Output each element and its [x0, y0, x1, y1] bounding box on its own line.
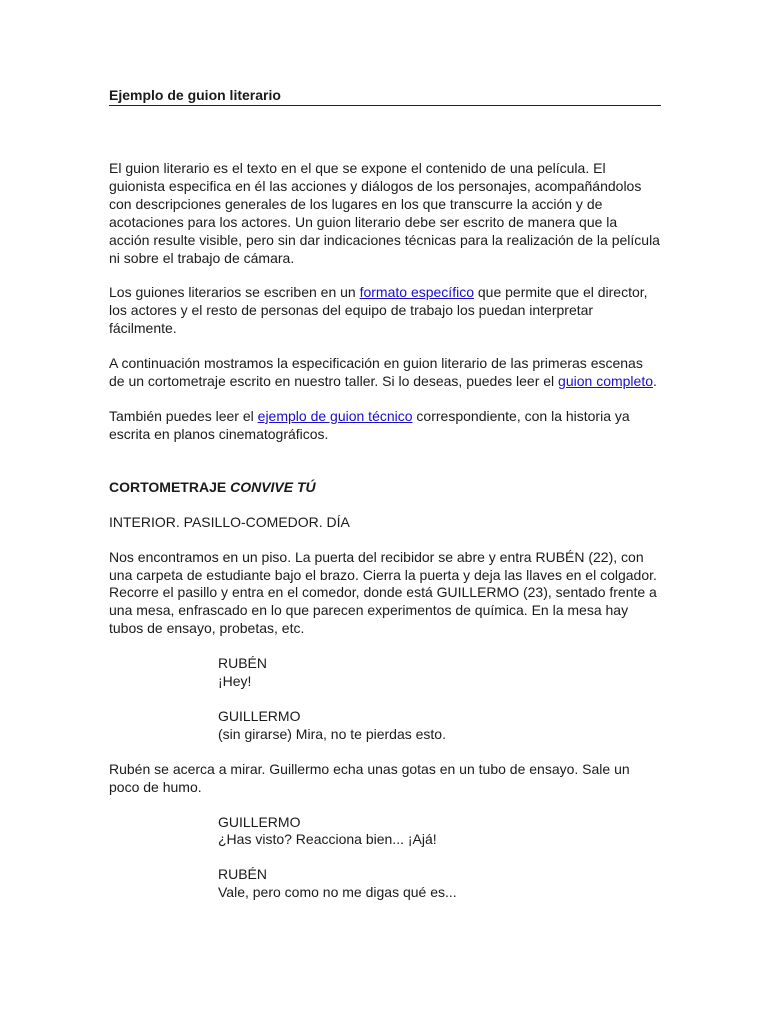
script-heading-prefix: CORTOMETRAJE: [109, 478, 231, 495]
script-heading: [109, 479, 661, 497]
guion-tecnico-link[interactable]: ejemplo de guion técnico: [257, 407, 413, 424]
dialogue-character: RUBÉN: [218, 866, 268, 883]
dialogue-character: RUBÉN: [218, 655, 268, 672]
dialogue-character: GUILLERMO: [218, 707, 301, 724]
intro-paragraph-4: [109, 408, 661, 444]
dialogue-line: ¿Has visto? Reacciona bien... ¡Ajá!: [218, 831, 437, 848]
dialogue-character: GUILLERMO: [218, 813, 301, 830]
intro-p3-text-after: .: [653, 373, 657, 390]
intro-p2-text-after: que permite que el director, los actores y el resto de personas del equipo de trabajo los puedan interpretar fácilmente.: [109, 284, 648, 337]
scene-heading: INTERIOR. PASILLO-COMEDOR. DÍA: [109, 513, 350, 530]
document-body: [109, 160, 661, 919]
dialogue-block-1: [218, 655, 661, 691]
dialogue-line: Vale, pero como no me digas qué es...: [218, 884, 457, 901]
action-paragraph-1: Nos encontramos en un piso. La puerta del recibidor se abre y entra RUBÉN (22), con una carpeta de estudiante bajo el brazo. Cierra la puerta y deja las llaves en el colgador. Recorre el pasillo y entra en el comedor, donde está GUILLERMO (23), sentado frente a una mesa, enfrascado en lo que parecen experimentos de química. En la mesa hay tubos de ensayo, probetas, etc.: [109, 548, 657, 637]
intro-p3-text-before: A continuación mostramos la especificación en guion literario de las primeras escenas de un cortometraje escrito en nuestro taller. Si lo deseas, puedes leer el: [109, 355, 643, 390]
intro-p4-text-before: También puedes leer el: [109, 407, 258, 424]
title-block: [109, 86, 661, 106]
intro-p4-text-after: correspondiente, con la historia ya escrita en planos cinematográficos.: [109, 407, 630, 442]
dialogue-block-2: [218, 708, 661, 744]
dialogue-block-4: [218, 866, 661, 902]
intro-paragraph-3: [109, 355, 661, 391]
dialogue-block-3: [218, 814, 661, 850]
action-paragraph-2: Rubén se acerca a mirar. Guillermo echa unas gotas en un tubo de ensayo. Sale un poco de humo.: [109, 760, 630, 795]
intro-p2-text-before: Los guiones literarios se escriben en un: [109, 284, 360, 301]
intro-paragraph-2: [109, 284, 661, 338]
dialogue-line: ¡Hey!: [218, 673, 252, 690]
script-heading-title: CONVIVE TÚ: [230, 478, 316, 495]
guion-completo-link[interactable]: guion completo: [558, 373, 653, 390]
page-title: Ejemplo de guion literario: [109, 87, 281, 103]
intro-paragraph-1: El guion literario es el texto en el que se expone el contenido de una película. El guionista especifica en él las acciones y diálogos de los personajes, acompañándolos con descripciones generales de los lugares en los que transcurre la acción y de acotaciones para los actores. Un guion literario debe ser escrito de manera que la acción resulte visible, pero sin dar indicaciones técnicas para la realización de la película ni sobre el trabajo de cámara.: [109, 160, 660, 266]
formato-especifico-link[interactable]: formato específico: [359, 284, 474, 301]
dialogue-line: (sin girarse) Mira, no te pierdas esto.: [218, 725, 446, 742]
